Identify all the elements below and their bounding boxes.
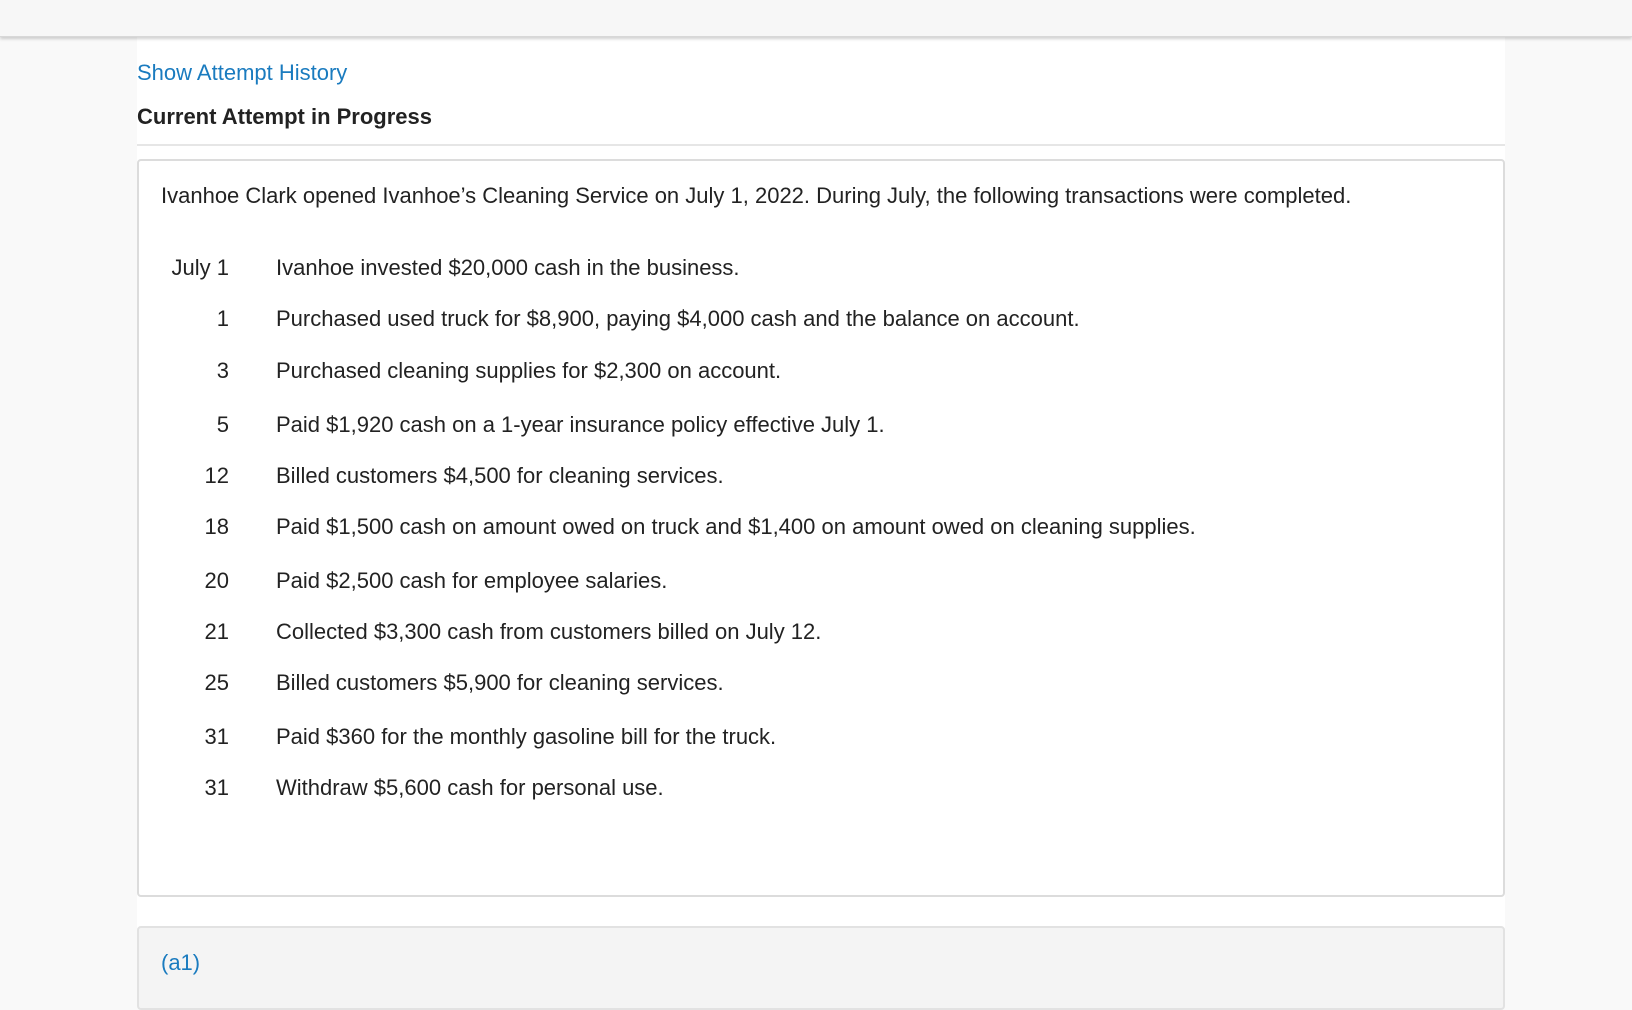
divider bbox=[137, 144, 1505, 146]
transaction-date: 18 bbox=[204, 514, 229, 539]
transaction-date: 3 bbox=[216, 358, 229, 383]
transaction-row bbox=[139, 255, 1499, 285]
question-intro: Ivanhoe Clark opened Ivanhoe’s Cleaning Service on July 1, 2022. During July, the following transactions were completed. bbox=[161, 183, 1352, 208]
transaction-description: Ivanhoe invested $20,000 cash in the business. bbox=[276, 255, 740, 280]
transaction-description: Paid $2,500 cash for employee salaries. bbox=[276, 568, 668, 593]
transaction-date: 12 bbox=[204, 463, 229, 488]
transaction-row bbox=[139, 514, 1499, 544]
transaction-row bbox=[139, 306, 1499, 336]
transaction-row bbox=[139, 670, 1499, 700]
transaction-date: 1 bbox=[216, 306, 229, 331]
transaction-date: 5 bbox=[216, 412, 229, 437]
transaction-row bbox=[139, 775, 1499, 805]
transaction-row bbox=[139, 724, 1499, 754]
show-attempt-history-link[interactable]: Show Attempt History bbox=[137, 60, 348, 85]
transaction-row bbox=[139, 412, 1499, 442]
transaction-date: 31 bbox=[204, 724, 229, 749]
next-question-part bbox=[137, 926, 1505, 1010]
transaction-description: Purchased used truck for $8,900, paying $4,000 cash and the balance on account. bbox=[276, 306, 1080, 331]
transaction-date: 31 bbox=[204, 775, 229, 800]
transaction-row bbox=[139, 463, 1499, 493]
transaction-row bbox=[139, 358, 1499, 388]
transaction-row bbox=[139, 568, 1499, 598]
transaction-date: 25 bbox=[204, 670, 229, 695]
part-label: (a1) bbox=[161, 950, 201, 975]
transaction-description: Paid $1,920 cash on a 1-year insurance policy effective July 1. bbox=[276, 412, 885, 437]
transaction-date: 20 bbox=[204, 568, 229, 593]
transaction-description: Paid $360 for the monthly gasoline bill for the truck. bbox=[276, 724, 777, 749]
question-panel bbox=[137, 159, 1505, 897]
transaction-row bbox=[139, 619, 1499, 649]
transaction-description: Paid $1,500 cash on amount owed on truck and $1,400 on amount owed on cleaning supplies. bbox=[276, 514, 1196, 539]
attempt-title: Current Attempt in Progress bbox=[137, 104, 433, 129]
transaction-date: 21 bbox=[204, 619, 229, 644]
transaction-description: Withdraw $5,600 cash for personal use. bbox=[276, 775, 664, 800]
transaction-description: Billed customers $5,900 for cleaning services. bbox=[276, 670, 724, 695]
top-toolbar bbox=[0, 0, 1632, 37]
main-content bbox=[137, 36, 1505, 975]
transaction-date: July 1 bbox=[171, 255, 229, 280]
transaction-description: Purchased cleaning supplies for $2,300 on account. bbox=[276, 358, 782, 383]
transaction-description: Collected $3,300 cash from customers billed on July 12. bbox=[276, 619, 822, 644]
transaction-description: Billed customers $4,500 for cleaning services. bbox=[276, 463, 724, 488]
